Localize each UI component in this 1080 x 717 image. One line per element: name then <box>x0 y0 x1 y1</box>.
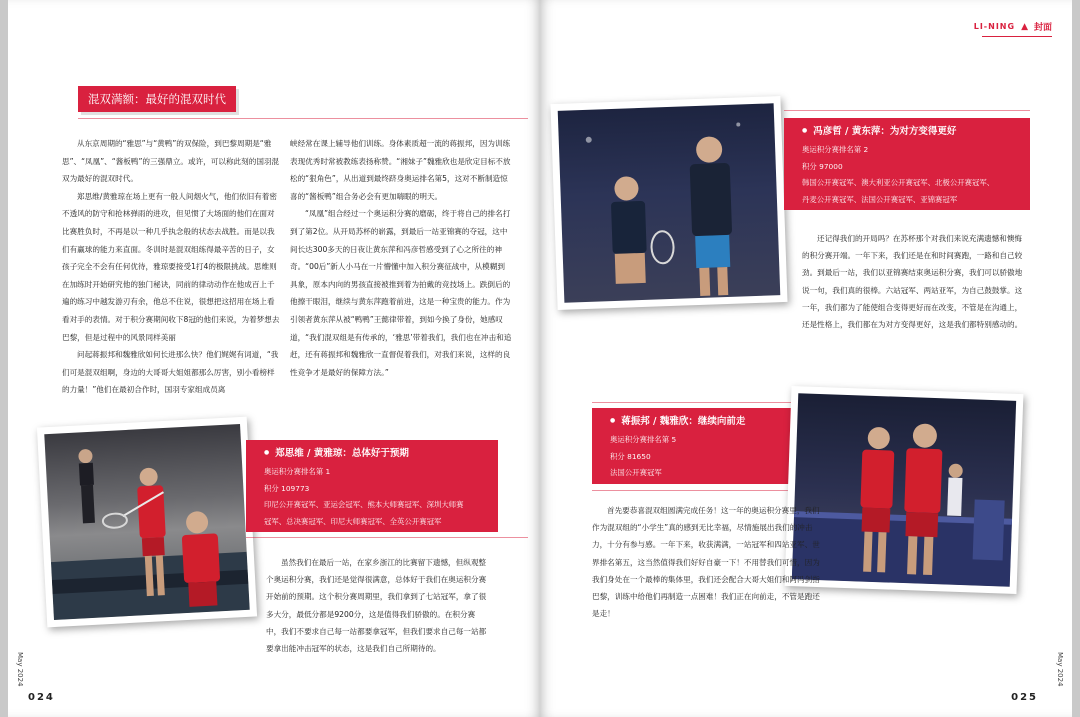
card-titles-line: 印尼公开赛冠军、亚运会冠军、熊本大师赛冠军、深圳大师赛 <box>264 500 464 509</box>
paragraph: 峡经常在课上辅导他们训练。身体素质超一流的蒋振邦，因为训练表现优秀时常被教练表扬称赞。“湘妹子”魏雅欣也是欣定目标不放松的“狠角色”，从出道到最终跻身奥运排名第5，这对不断制造惊喜的“酱板鸭”组合务必会有更加嗨眼的明天。 <box>290 139 511 201</box>
card-heading: ● 蒋振邦 / 魏雅欣：继续向前走 <box>610 414 840 429</box>
section-title-rule <box>78 118 528 119</box>
paragraph: 还记得我们的开局吗？在苏杯那个对我们来说充满遗憾和懊悔的积分赛开端。一年下来，我们还是在和时间赛跑，一路和自己较劲。到最后一站，我们以亚锦赛结束奥运积分赛，我们可以骄傲地说一句，我们真的很棒。六站冠军、两站亚军，为自己鼓鼓掌。这一年，我们都为了能使组合变得更好而在改变，不管是在沟通上，还是性格上，我们都在为对方变得更好，这是我们都特别感动的。 <box>802 234 1023 330</box>
card-rank: 奥运积分赛排名第 5 <box>610 435 677 444</box>
card-titles-line: 法国公开赛冠军 <box>610 468 662 477</box>
paragraph: 首先要恭喜混双组圆满完成任务！这一年的奥运积分赛里，我们作为混双组的“小学生”真的感到无比幸福，尽情施展出我们的冲击力，十分有参与感。一年下来，收获满满，一站冠军和四站亚军、世界排名第五，这当然值得我们好好自豪一下！不用替我们可惜，因为我们身处在一个最棒的集体里，我们还会配合大哥大姐们和阿冯剑指巴黎，训练中给他们再制造一点困难！我们正在向前走，不管是跑还是走！ <box>592 506 820 619</box>
player-silhouettes <box>558 103 781 302</box>
section-label: 封面 <box>1033 23 1052 33</box>
paragraph: 问起蒋振邦和魏雅欣如何长进那么快？他们娓娓有词道，“我们可是混双组啊，身边的大哥哥大姐姐都那么厉害，别小看榜样的力量！”他们在最初合作时，国羽专家组成员离 <box>62 350 279 395</box>
paragraph: 郑思维/黄雅琼在场上更有一般人间烟火气，他们依旧有着密不透风的防守和抢林弹雨的进攻，但见惯了大场面的他们在面对比赛胜负时，不再是以一种几乎执念般的状态去战胜。而是以我们有赢球的能力来直面。冬训时是混双组练得最辛苦的日子，女孩子完全不会有任何优待，雅琼要接受1打4的极限挑战。思维则在加练时开始研究他的独门秘诀，同前的律动动作在他成百上千遍的练习中越发游刃有余，他总不住说，很想把这招用在场上看看对手的表情。对于积分赛期间收下8冠的他们来说，为着梦想去巴黎，但是过程中的风景同样美丽 <box>62 191 280 342</box>
card-rank: 奥运积分赛排名第 1 <box>264 467 331 476</box>
card-points: 积分 97000 <box>802 161 843 171</box>
photo-feng-huang <box>550 96 787 310</box>
article-column-1 <box>62 135 282 399</box>
photo-zheng-huang <box>37 417 257 628</box>
card-rank: 奥运积分赛排名第 2 <box>802 145 869 154</box>
card-heading: ● 冯彦哲 / 黄东萍：为对方变得更好 <box>802 124 1030 139</box>
paragraph: 从东京周期的“雅思”与“黄鸭”的双保险，到巴黎周期是“雅思”、“凤凰”、“酱板鸭”的三强鼎立。或许，可以称此刻的国羽混双为最好的混双时代。 <box>62 139 280 184</box>
issue-month: May 2024 <box>1056 652 1064 687</box>
quote-zheng-huang <box>266 554 490 657</box>
brand-rule <box>982 36 1052 37</box>
player-silhouettes <box>792 393 1016 586</box>
card-points: 积分 109773 <box>264 483 310 493</box>
card-titles-line: 韩国公开赛冠军、澳大利亚公开赛冠军、北极公开赛冠军、 <box>802 178 995 187</box>
triangle-icon: ▲ <box>1021 21 1028 32</box>
card-titles-line: 丹麦公开赛冠军、法国公开赛冠军、亚锦赛冠军 <box>802 194 958 204</box>
profile-card-feng-huang <box>784 118 1030 210</box>
paragraph: “凤凰”组合经过一个奥运积分赛的磨砺，终于将自己的排名打到了第2位。从开局苏杯的崭露，到最后一站亚锦赛的夺冠，这中间长达300多天的日夜让黄东萍和冯彦哲感受到了心之所往的神奇。“00后”新人小马在一片懵懂中加入积分赛征战中，从模糊到具象，原本内向的男孩直接被推到着为拍戴的竞技场上。跌倒后的他擦干眼泪，继续与黄东萍跑着前进，这是一种宝贵的能力。作为引领者黄东萍从被“鸭鸭”王懿律带着，到如今换了身份，她感叹道，“我们混双组是有传承的，‘雅思’带着我们，我们也在冲击和追赶，还有蒋振邦和魏雅欣一直督促着我们，对我们来说，这样的良性竞争才是最好的保障方法。” <box>290 209 512 377</box>
brand-header <box>974 20 1052 33</box>
card-points: 积分 81650 <box>610 451 651 461</box>
card-rule <box>246 537 528 538</box>
quote-jiang-wei <box>592 502 824 622</box>
brand-logo: LI-NING <box>973 22 1016 31</box>
issue-month: May 2024 <box>16 652 24 687</box>
card-titles-line: 冠军、总决赛冠军、印尼大师赛冠军、全英公开赛冠军 <box>264 516 442 526</box>
right-page <box>540 0 1072 717</box>
left-page <box>8 0 540 717</box>
quote-feng-huang <box>802 230 1024 333</box>
page-number: 025 <box>1011 692 1038 703</box>
card-rule <box>784 110 1030 111</box>
section-title: 混双满额：最好的混双时代 <box>78 86 236 112</box>
page-number: 024 <box>28 692 55 703</box>
card-heading: ● 郑思维 / 黄雅琼：总体好于预期 <box>264 446 498 461</box>
profile-card-zheng-huang <box>246 440 498 532</box>
paragraph: 虽然我们在最后一站，在家乡浙江的比赛留下遗憾，但纵观整个奥运积分赛，我们还是觉得很满意，总体好于我们在奥运积分赛开始前的预期。这个积分赛周期里，我们拿到了七站冠军，拿了很多大分，最低分都是9200分，这是值得我们骄傲的。在积分赛中，我们不要求自己每一站都要拿冠军，但我们要求自己每一站都要拿出能冲击冠军的状态，这是我们自己所期待的。 <box>266 558 487 654</box>
article-column-2 <box>290 135 512 381</box>
player-silhouettes <box>44 424 249 620</box>
